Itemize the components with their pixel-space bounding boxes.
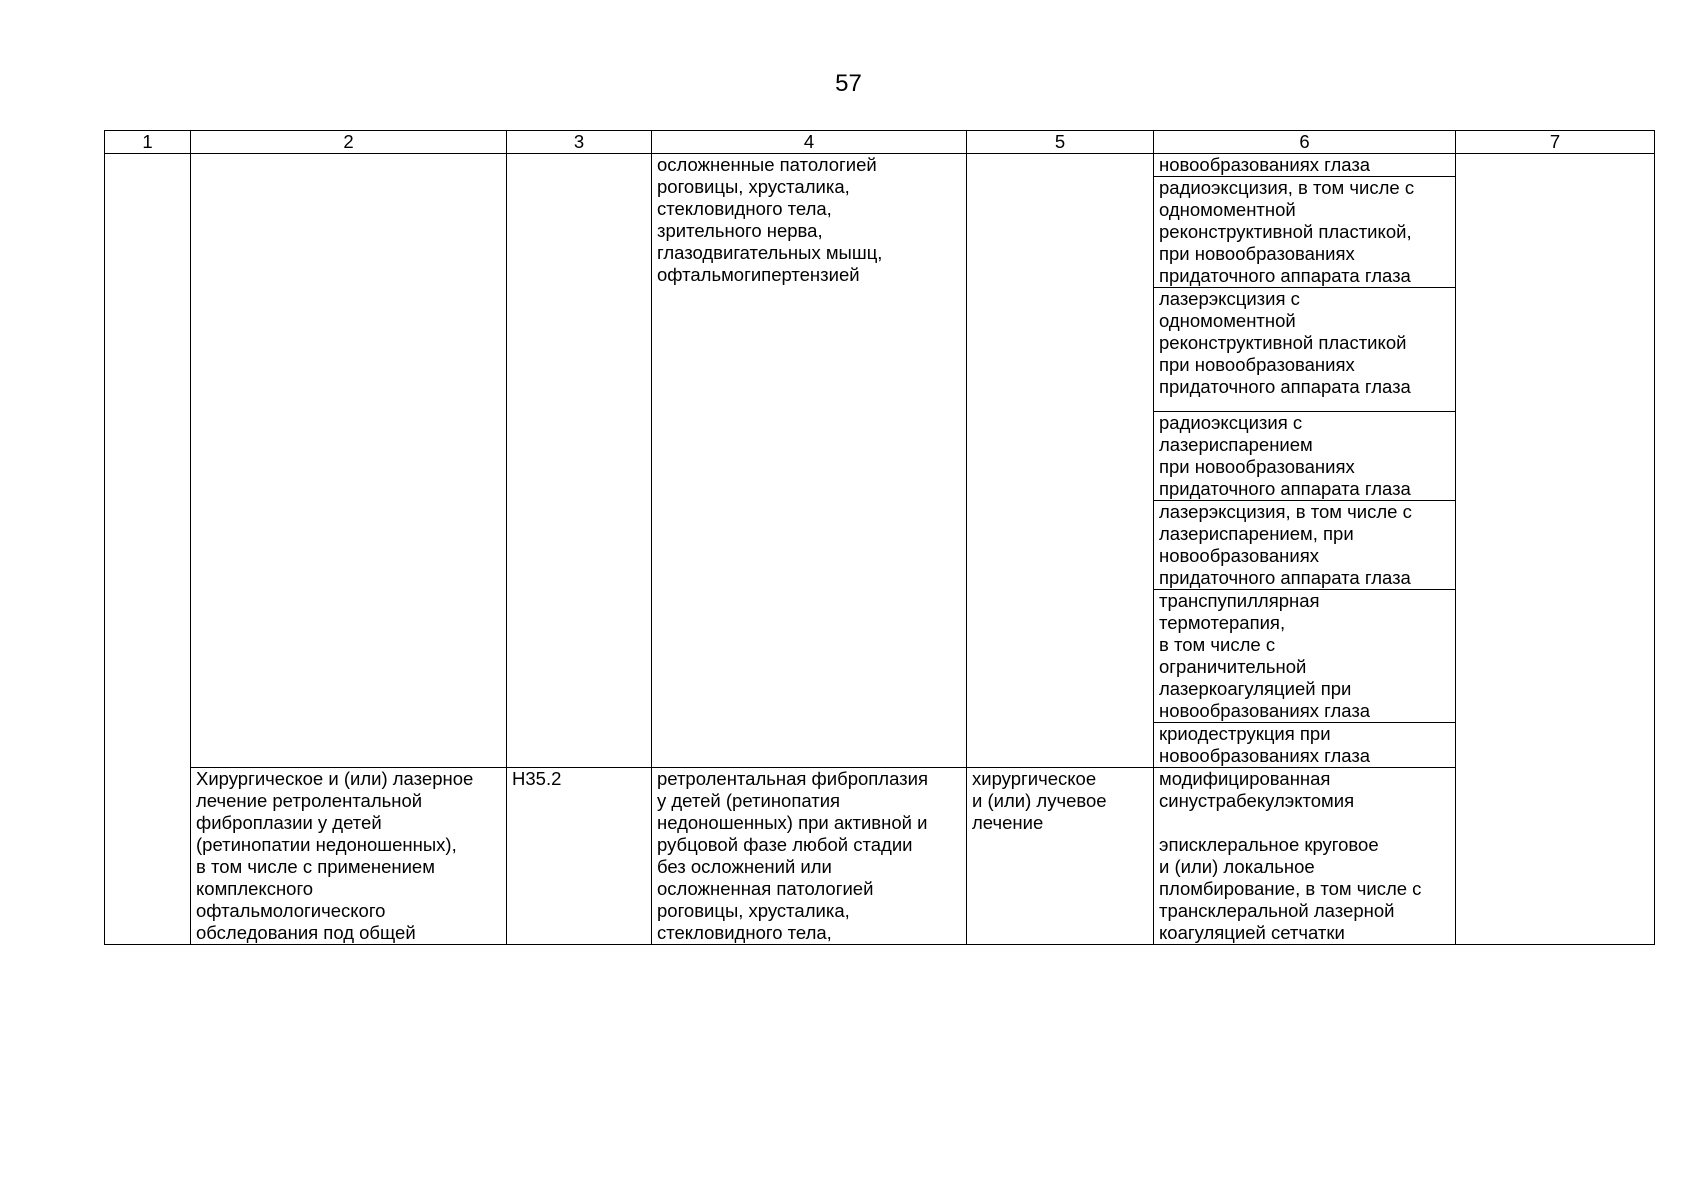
header-col-2: 2 (191, 131, 507, 154)
cell-col-4-indications: осложненные патологией роговицы, хрусталика, стекловидного тела, зрительного нерва, глазодвигательных мышц, офтальмогипертензией (652, 154, 967, 768)
page-number: 57 (835, 70, 862, 97)
cell-col-5 (967, 154, 1154, 768)
header-col-1: 1 (105, 131, 191, 154)
medical-care-table (104, 130, 1655, 945)
cell-col-6-method: новообразованиях глаза (1154, 154, 1456, 177)
header-col-4: 4 (652, 131, 967, 154)
header-col-3: 3 (507, 131, 652, 154)
cell-col-4-patient-model: ретролентальная фиброплазия у детей (ретинопатия недоношенных) при активной и рубцовой фазе любой стадии без осложнений или осложненная патологией роговицы, хрусталика, стекловидного тела, (652, 768, 967, 945)
header-col-7: 7 (1456, 131, 1655, 154)
cell-col-6-method: лазерэксцизия с одномоментной реконструктивной пластикой при новообразованиях придаточного аппарата глаза (1154, 288, 1456, 412)
cell-col-5-treatment-type: хирургическое и (или) лучевое лечение (967, 768, 1154, 945)
cell-col-3 (507, 154, 652, 768)
table-row (105, 154, 1655, 177)
cell-col-6-method: радиоэксцизия, в том числе с одномоментной реконструктивной пластикой, при новообразованиях придаточного аппарата глаза (1154, 177, 1456, 288)
header-row (105, 131, 1655, 154)
cell-col-6-method: радиоэксцизия с лазериспарением при новообразованиях придаточного аппарата глаза (1154, 412, 1456, 501)
cell-col-6-method: лазерэксцизия, в том числе с лазериспарением, при новообразованиях придаточного аппарата глаза (1154, 501, 1456, 590)
cell-col-2 (191, 154, 507, 768)
cell-col-3-icd-code: H35.2 (507, 768, 652, 945)
header-col-5: 5 (967, 131, 1154, 154)
cell-col-6-treatment-method: модифицированная синустрабекулэктомия эписклеральное круговое и (или) локальное пломбирование, в том числе с трансклеральной лазерной коагуляцией сетчатки (1154, 768, 1456, 945)
table-row (105, 768, 1655, 945)
cell-col-6-method: криодеструкция при новообразованиях глаза (1154, 723, 1456, 768)
cell-col-6-method: транспупиллярная термотерапия, в том числе с ограничительной лазеркоагуляцией при новообразованиях глаза (1154, 590, 1456, 723)
cell-col-7 (1456, 154, 1655, 945)
cell-col-2-care-type: Хирургическое и (или) лазерное лечение ретролентальной фиброплазии у детей (ретинопатии недоношенных), в том числе с применением комплексного офтальмологического обследования под общей (191, 768, 507, 945)
cell-col-1 (105, 154, 191, 945)
header-col-6: 6 (1154, 131, 1456, 154)
